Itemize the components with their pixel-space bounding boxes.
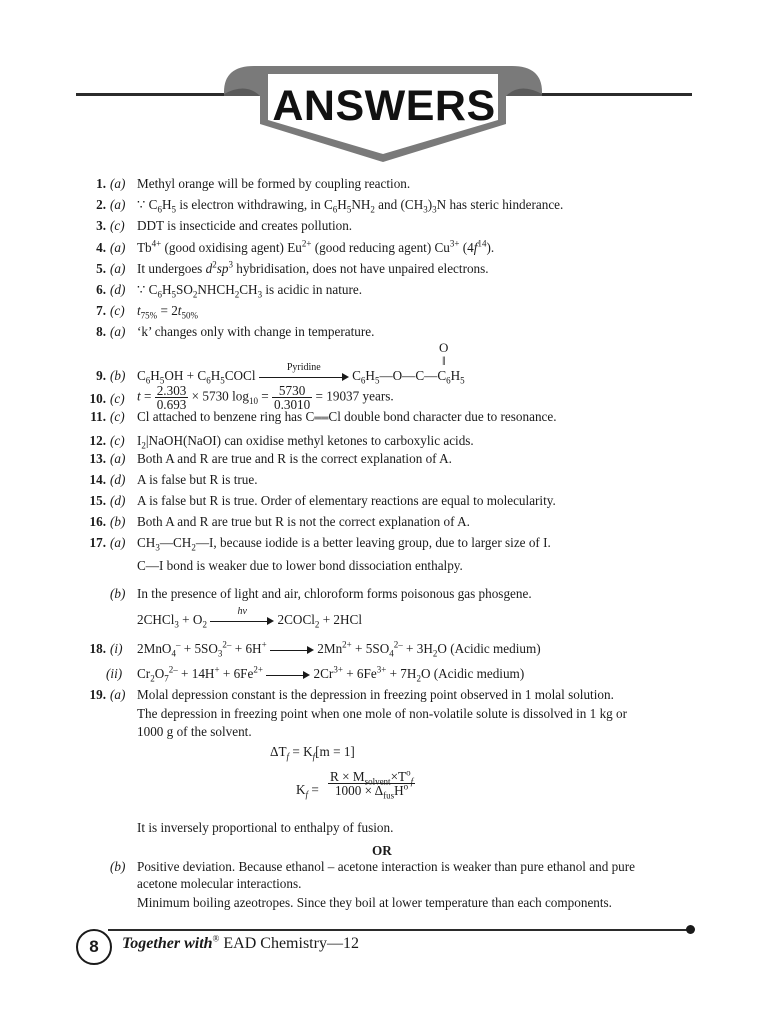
reaction-arrow [270, 645, 314, 655]
answer-text: Methyl orange will be formed by coupling reaction. [137, 176, 411, 191]
answer-10: 10. (c) t = $\frac{2.303}{0.693}$ × 5730 $\log_{10}$ = $\frac{5730}{0.3010}$ = 19037 years. [89, 383, 394, 412]
answer-19-line3: 1000 g of the solvent. [137, 724, 252, 739]
reaction-arrow: Pyridine [259, 372, 349, 382]
or-separator: OR [372, 843, 392, 858]
answer-19-line2: The depression in freezing point when one mole of non-volatile solute is dissolved in 1 kg or [137, 706, 628, 721]
footer-brand: Together with [122, 935, 213, 952]
answer-19b-line3: Minimum boiling azeotropes. Since they boil at lower temperature than each components. [137, 895, 612, 910]
carbonyl-oxygen: O [439, 340, 449, 355]
page-number: 8 [76, 929, 112, 965]
reaction-arrow [266, 670, 310, 680]
reaction-arrow: hν [210, 616, 274, 626]
fraction: $\frac{5730}{0.3010}$ [273, 383, 311, 412]
freezing-point-equation: $\Delta T_f = K_f[m = 1]$ [270, 744, 355, 762]
phosgene-equation: 2CHCl$_3$ + $O_2$ hν 2COCl$_2$ + 2HCl [137, 605, 363, 630]
answer-19-line4: It is inversely proportional to enthalpy of fusion. [137, 820, 394, 835]
carbonyl-bond: ‖ [442, 353, 446, 368]
answer-option: (a) [110, 176, 126, 191]
footer-rule-dot [686, 925, 695, 934]
answer-17-line2: C—I bond is weaker due to lower bond dissociation enthalpy. [137, 558, 463, 573]
footer-rule [108, 929, 690, 931]
answer-19b-line2: acetone molecular interactions. [137, 876, 302, 891]
footer-title: Together with® EAD Chemistry—12 [122, 933, 359, 952]
fraction: $\frac{2.303}{0.693}$ [156, 383, 187, 412]
answer-number: 1. [96, 176, 106, 191]
page-title: ANSWERS [272, 82, 496, 130]
